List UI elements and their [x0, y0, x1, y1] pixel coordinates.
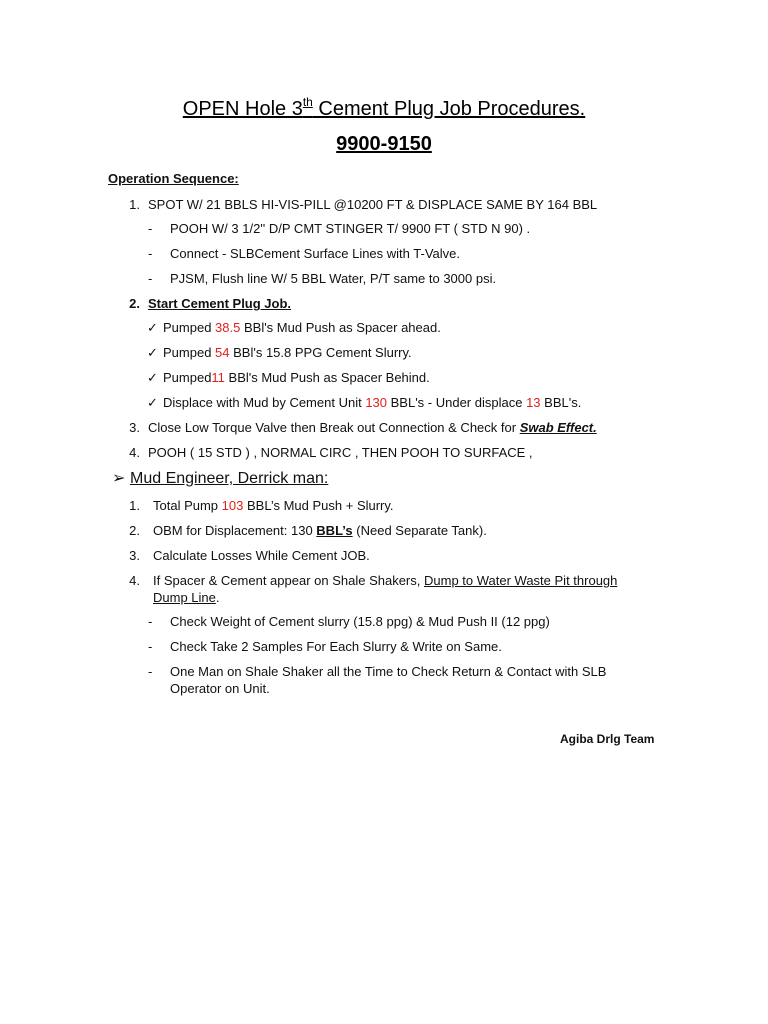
check-icon: ✓ [147, 345, 158, 360]
dash-bullet: - [148, 221, 153, 236]
step-number: 4. [129, 445, 140, 460]
step-number: 1. [129, 197, 140, 212]
list-item: If Spacer & Cement appear on Shale Shakers, Dump to Water Waste Pit through [153, 573, 618, 588]
depth-range: 9900-9150 [336, 133, 432, 155]
mud-engineer-heading: ➢ Mud Engineer, Derrick man: [112, 470, 329, 487]
sub-item: Check Take 2 Samples For Each Slurry & Write on Same. [170, 639, 502, 654]
sub-item: One Man on Shale Shaker all the Time to Check Return & Contact with SLB [170, 664, 607, 679]
check-item: ✓ Displace with Mud by Cement Unit 130 BBL's - Under displace 13 BBL's. [147, 395, 582, 410]
check-icon: ✓ [147, 395, 158, 410]
operation-sequence-heading: Operation Sequence: [108, 171, 239, 186]
list-item: Calculate Losses While Cement JOB. [153, 548, 370, 563]
title-text-rest: Cement Plug Job Procedures. [312, 98, 586, 120]
list-number: 2. [129, 523, 140, 538]
list-number: 1. [129, 498, 140, 513]
sub-item: PJSM, Flush line W/ 5 BBL Water, P/T same to 3000 psi. [170, 271, 497, 286]
signature: Agiba Drlg Team [560, 732, 655, 746]
list-item-continuation: Dump Line. [153, 590, 220, 605]
sub-item-continuation: Operator on Unit. [170, 681, 270, 696]
emphasis-text: Swab Effect. [519, 420, 597, 435]
check-icon: ✓ [147, 370, 158, 385]
step-number: 2. [129, 296, 140, 311]
step-text: SPOT W/ 21 BBLS HI-VIS-PILL @10200 FT & DISPLACE SAME BY 164 BBL [148, 197, 598, 212]
step-text: Start Cement Plug Job. [148, 296, 292, 311]
check-item: ✓ Pumped11 BBl's Mud Push as Spacer Behind. [147, 370, 430, 385]
dash-bullet: - [148, 614, 153, 629]
page-title [0, 95, 768, 121]
check-item: ✓ Pumped 54 BBl's 15.8 PPG Cement Slurry. [147, 345, 412, 360]
sub-item: Check Weight of Cement slurry (15.8 ppg) & Mud Push II (12 ppg) [170, 614, 550, 629]
check-item: ✓ Pumped 38.5 BBl's Mud Push as Spacer ahead. [147, 320, 441, 335]
dash-bullet: - [148, 639, 153, 654]
arrow-bullet-icon: ➢ [112, 470, 126, 487]
check-icon: ✓ [147, 320, 158, 335]
list-item: Total Pump 103 BBL’s Mud Push + Slurry. [153, 498, 394, 513]
sub-item: Connect - SLBCement Surface Lines with T-Valve. [170, 246, 460, 261]
sub-item: POOH W/ 3 1/2'' D/P CMT STINGER T/ 9900 FT ( STD N 90) . [170, 221, 531, 236]
list-item: OBM for Displacement: 130 BBL’s (Need Separate Tank). [153, 523, 487, 538]
title-text: OPEN Hole 3 [182, 98, 303, 120]
step-text: POOH ( 15 STD ) , NORMAL CIRC , THEN POOH TO SURFACE , [148, 445, 533, 460]
dash-bullet: - [148, 271, 153, 286]
step-number: 3. [129, 420, 140, 435]
title-superscript: th [302, 95, 313, 109]
list-number: 4. [129, 573, 140, 588]
list-number: 3. [129, 548, 140, 563]
dash-bullet: - [148, 246, 153, 261]
dash-bullet: - [148, 664, 153, 679]
step-text: Close Low Torque Valve then Break out Connection & Check for Swab Effect. [148, 420, 597, 435]
